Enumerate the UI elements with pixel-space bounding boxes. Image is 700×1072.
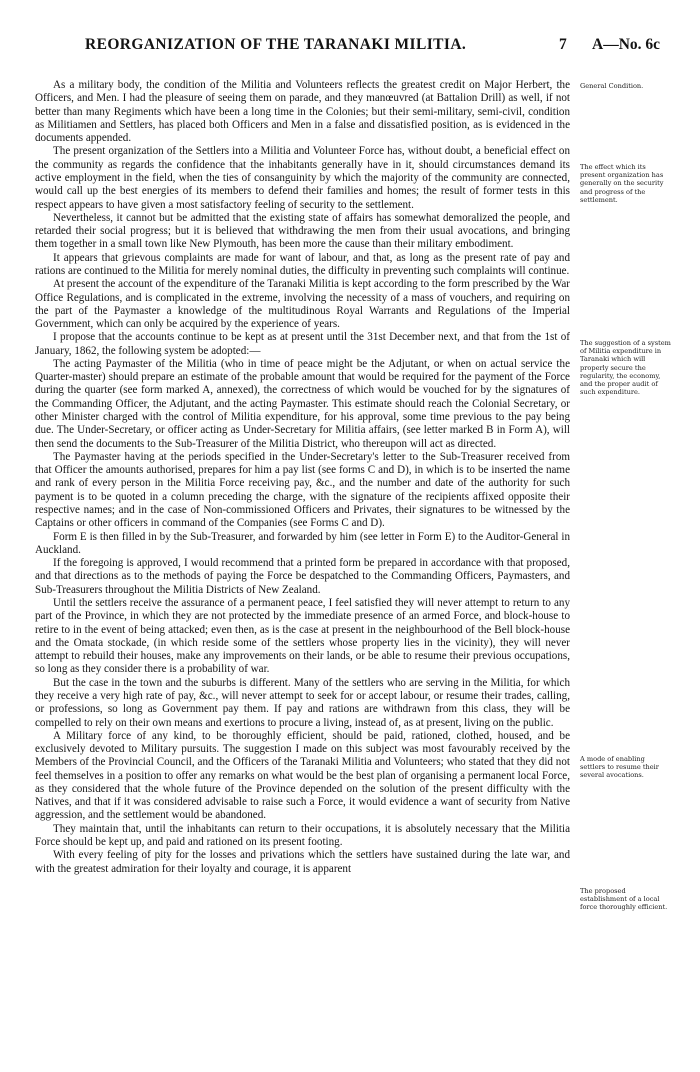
paragraph: But the case in the town and the suburbs is different. Many of the settlers who are serving in the Militia, for which they receive a very high rate of pay, &c., will never attempt to seek for or accept labour, or resume their trades, calling, or professions, so long as Government pay them. If pay and rations are withdrawn from this class, they will be compelled to rely on their own means and exertions to procure a living, instead of, as at present, living on the public. (35, 676, 570, 729)
paragraph: A Military force of any kind, to be thoroughly efficient, should be paid, rationed, clothed, housed, and be exclusively devoted to Military pursuits. The suggestion I made on this subject was most favourably received by the Members of the Provincial Council, and the Officers of the Taranaki Militia and Volunteers; who stated that they did not feel themselves in a position to offer any remarks on what would be the best plan of organising a permanent local Force, as they considered that the whole future of the Province depended on the solution of the present difficulty with the Natives, and that if it was considered advisable to raise such a Force, it would evidence a want of security from Native aggression, and the settlement would be abandoned. (35, 729, 570, 822)
margin-note-general-condition: General Condition. (580, 82, 644, 90)
paragraph: It appears that grievous complaints are made for want of labour, and that, as long as the present rate of pay and rations are continued to the Militia for merely nominal duties, the difficulty in preventing such complaints will continue. (35, 251, 570, 277)
running-title: REORGANIZATION OF THE TARANAKI MILITIA. (85, 36, 467, 53)
document-reference: A—No. 6c (592, 36, 661, 53)
paragraph: If the foregoing is approved, I would recommend that a printed form be prepared in accordance with that proposed, and that directions as to the methods of paying the Force be despatched to the Commanding Officers, Paymasters, and Sub-Treasurers throughout the Militia Districts of New Zealand. (35, 557, 570, 596)
page-number: 7 (559, 36, 567, 53)
paragraph: At present the account of the expenditure of the Taranaki Militia is kept according to the form prescribed by the War Office Regulations, and is complicated in the extreme, involving the necessity of a mass of vouchers, and requiring on the part of the Paymaster a knowledge of the multitudinous Royal Warrants and Regulations of the Imperial Government, which can only be acquired by the experience of years. (35, 278, 570, 331)
margin-note-organization-effect: The effect which its present organization has generally on the security and progress of the settlement. (580, 163, 664, 204)
margin-note-settlers-avocations: A mode of enabling settlers to resume their several avocations. (580, 755, 659, 780)
margin-note-expenditure-system: The suggestion of a system of Militia expenditure in Taranaki which will properly secure the regularity, the economy, and the proper audit of such expenditure. (580, 339, 671, 397)
paragraph: Nevertheless, it cannot but be admitted that the existing state of affairs has somewhat demoralized the people, and retarded their social progress; but it is believed that withdrawing the men from their usual avocations, and bringing them together in a small town like New Plymouth, has been more the cause than their military embodiment. (35, 211, 570, 251)
paragraph: I propose that the accounts continue to be kept as at present until the 31st December next, and that from the 1st of January, 1862, the following system be adopted:— (35, 331, 570, 357)
paragraph: Until the settlers receive the assurance of a permanent peace, I feel satisfied they will never attempt to return to any part of the Province, in which they are not protected by the immediate presence of an armed Force, and block-house to retire to in the event of being attacked; even then, as is the case at present in the neighbourhood of the Bell block-house and the Omata stockade, (in which reside some of the settlers whose property lies in the vicinity), they will never attempt to rebuild their houses, make any improvements on their lands, or be able to resume their previous occupations, so long as they consider there is a probability of war. (35, 596, 570, 676)
margin-note-local-force: The proposed establishment of a local force thoroughly efficient. (580, 887, 668, 912)
page-header (0, 36, 700, 58)
paragraph: The Paymaster having at the periods specified in the Under-Secretary's letter to the Sub-Treasurer received from that Officer the amounts authorised, prepares for him a pay list (see forms C and D), in which is to be inserted the name and rank of every person in the Militia Force receiving pay, &c., and the number and date of the authority for such payment is to be quoted in a column preceding the charge, with the signature of the recipients affixed opposite their respective names; and in the case of Non-commissioned Officers and Privates, their signatures to be witnessed by the Captains or other officers in command of the Companies (see Forms C and D). (35, 450, 570, 530)
body-text (35, 79, 570, 876)
paragraph: The acting Paymaster of the Militia (who in time of peace might be the Adjutant, or when on actual service the Quarter-master) should prepare an estimate of the probable amount that would be required for the payment of the Force during the quarter (see form marked A, annexed), the correctness of which would be vouched for by the signatures of the Commanding Officer, the Adjutant, and the acting Paymaster. This estimate should reach the Colonial Secretary, or other Minister charged with the control of Militia expenditure, for his approval, some time previous to the pay being due. The Under-Secretary, or officer acting as Under-Secretary for Militia affairs, (see letter marked B in Form A), will then send the documents to the Sub-Treasurer of the Militia District, who thereupon will act as directed. (35, 357, 570, 450)
paragraph: With every feeling of pity for the losses and privations which the settlers have sustained during the late war, and with the greatest admiration for their loyalty and courage, it is apparent (35, 849, 570, 875)
paragraph: Form E is then filled in by the Sub-Treasurer, and forwarded by him (see letter in Form E) to the Auditor-General in Auckland. (35, 530, 570, 556)
paragraph: As a military body, the condition of the Militia and Volunteers reflects the greatest credit on Major Herbert, the Officers, and Men. I had the pleasure of seeing them on parade, and they manœuvred (at Battalion Drill) as well, if not better than many Regiments which have been a long time in the Colonies; but their semi-military, semi-civil, condition as Militiamen and Settlers, has placed both Officers and Men in a false and dissatisfied position, as is evidenced in the documents appended. (35, 79, 570, 145)
paragraph: The present organization of the Settlers into a Militia and Volunteer Force has, without doubt, a beneficial effect on the community as regards the confidence that the inhabitants generally have in it, should circumstances demand its active employment in the field, when the ties of consanguinity by which the majority of the community are connected, would call up the best energies of its members to defend their families and homes; the result of former tests in this respect appears to have given a most satisfactory feeling of security to the settlement. (35, 145, 570, 211)
paragraph: They maintain that, until the inhabitants can return to their occupations, it is absolutely necessary that the Militia Force should be kept up, and paid and rationed on its present footing. (35, 822, 570, 849)
